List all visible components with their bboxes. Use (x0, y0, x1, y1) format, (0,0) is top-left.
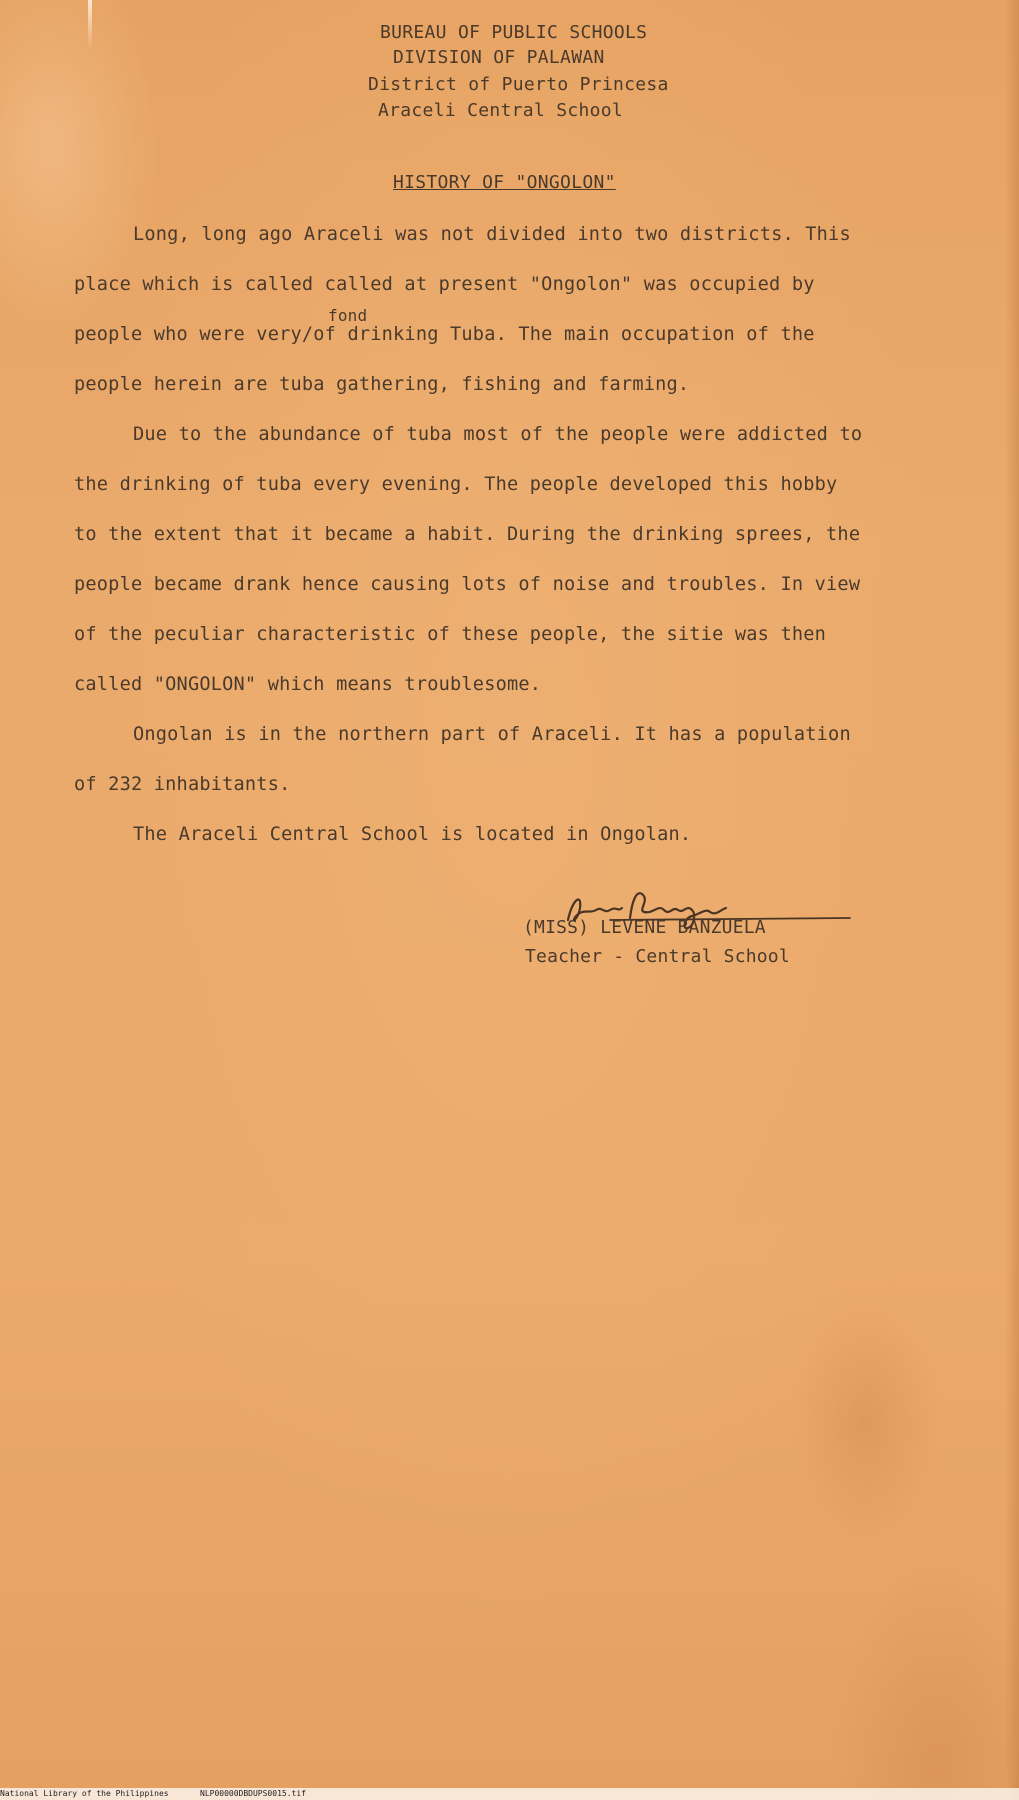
header-division: DIVISION OF PALAWAN (393, 47, 605, 68)
header-school: Araceli Central School (378, 100, 624, 121)
header-district: District of Puerto Princesa (368, 74, 669, 95)
body-line: of 232 inhabitants. (74, 774, 291, 795)
body-line: place which is called called at present "Ongolon" was occupied by (74, 274, 815, 295)
body-line: of the peculiar characteristic of these people, the sitie was then (74, 624, 827, 645)
body-line: people herein are tuba gathering, fishing and farming. (74, 374, 690, 395)
paper-tear-mark (88, 0, 92, 50)
body-line: the drinking of tuba every evening. The people developed this hobby (74, 474, 838, 495)
body-line: people who were very/of drinking Tuba. The main occupation of the (74, 324, 815, 345)
signatory-name: (MISS) LEVENE BANZUELA (523, 917, 766, 938)
header-bureau: BUREAU OF PUBLIC SCHOOLS (380, 22, 648, 43)
body-line: people became drank hence causing lots of noise and troubles. In view (74, 574, 861, 595)
body-line: called "ONGOLON" which means troublesome. (74, 674, 542, 695)
body-line: Long, long ago Araceli was not divided into two districts. This (133, 224, 851, 245)
body-line: The Araceli Central School is located in Ongolan. (133, 824, 692, 845)
scan-footer (0, 1788, 1019, 1800)
body-line: Ongolan is in the northern part of Araceli. It has a population (133, 724, 851, 745)
footer-filename: NLP00000DBDUPS0015.tif (200, 1789, 306, 1798)
body-line: Due to the abundance of tuba most of the people were addicted to (133, 424, 863, 445)
body-line: to the extent that it became a habit. During the drinking sprees, the (74, 524, 861, 545)
signatory-title: Teacher - Central School (525, 946, 790, 967)
footer-library: National Library of the Philippines (0, 1789, 169, 1798)
document-title: HISTORY OF "ONGOLON" (393, 172, 616, 193)
handwritten-insert: fond (328, 306, 368, 325)
paper-edge-shadow (1005, 0, 1019, 1800)
